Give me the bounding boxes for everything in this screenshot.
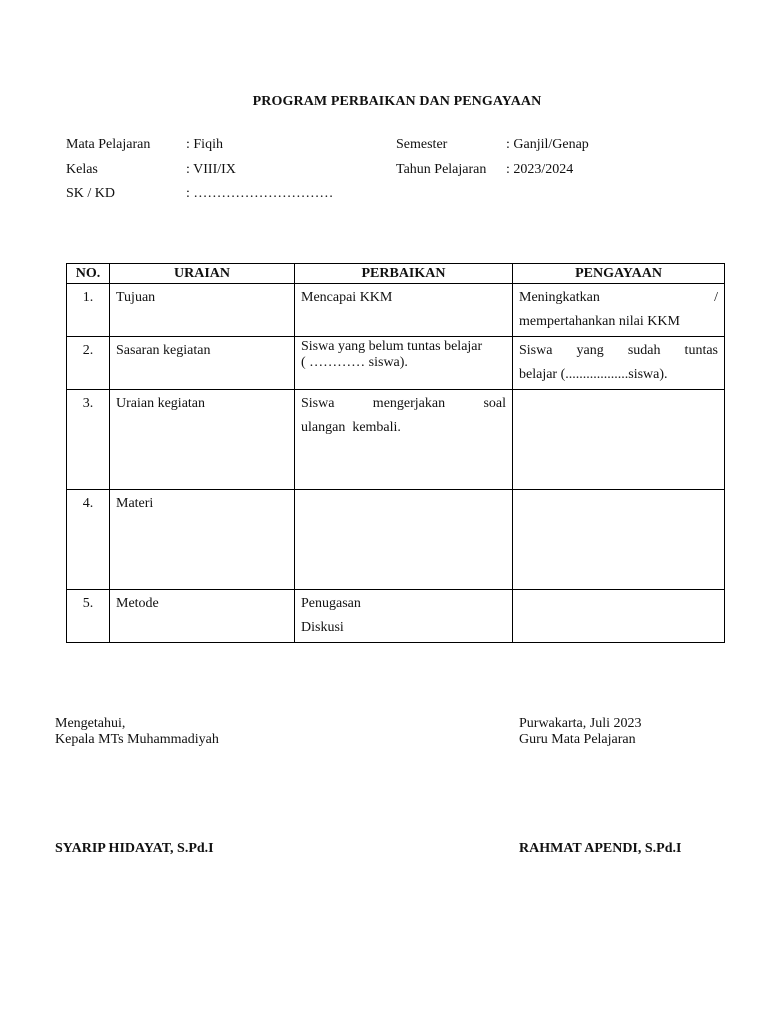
row-pengayaan (513, 490, 725, 590)
pengayaan-line: mempertahankan nilai KKM (519, 314, 680, 329)
row-perbaikan: Mencapai KKM (295, 284, 513, 337)
row-pengayaan (513, 590, 725, 643)
pengayaan-line: Meningkatkan / (519, 290, 718, 305)
row-uraian: Materi (110, 490, 295, 590)
row-pengayaan (513, 284, 725, 337)
pengayaan-line: belajar (..................siswa). (519, 367, 668, 382)
row-perbaikan (295, 590, 513, 643)
signature-left-line1: Mengetahui, (55, 716, 126, 731)
row-no: 1. (67, 284, 110, 337)
header-perbaikan: PERBAIKAN (295, 264, 513, 284)
table-row (67, 590, 725, 643)
row-perbaikan (295, 490, 513, 590)
row-uraian: Metode (110, 590, 295, 643)
row-uraian: Tujuan (110, 284, 295, 337)
program-table (66, 263, 725, 643)
row-no: 4. (67, 490, 110, 590)
row-no: 3. (67, 390, 110, 490)
semester-label: Semester (396, 137, 448, 152)
row-perbaikan (295, 390, 513, 490)
skkd-value: : ………………………… (186, 186, 334, 201)
perbaikan-line: Siswa yang belum tuntas belajar (301, 339, 483, 354)
skkd-label: SK / KD (66, 186, 116, 201)
signature-right-caption (519, 716, 641, 748)
header-no: NO. (67, 264, 110, 284)
row-pengayaan (513, 337, 725, 390)
perbaikan-line: ulangan kembali. (301, 420, 401, 435)
table-row (67, 490, 725, 590)
kelas-value: : VIII/IX (186, 162, 236, 177)
page-title: PROGRAM PERBAIKAN DAN PENGAYAAN (252, 94, 542, 109)
row-uraian: Uraian kegiatan (110, 390, 295, 490)
row-no: 5. (67, 590, 110, 643)
signature-right-line1: Purwakarta, Juli 2023 (519, 716, 642, 731)
signature-right-name: RAHMAT APENDI, S.Pd.I (519, 841, 682, 856)
mata-pelajaran-value: : Fiqih (186, 137, 223, 152)
signature-left-line2: Kepala MTs Muhammadiyah (55, 732, 219, 747)
perbaikan-line: Penugasan (301, 596, 361, 611)
tahun-pelajaran-value: : 2023/2024 (506, 162, 574, 177)
header-uraian: URAIAN (110, 264, 295, 284)
perbaikan-line: ( ………… siswa). (301, 355, 408, 370)
mata-pelajaran-label: Mata Pelajaran (66, 137, 151, 152)
signature-left-caption (55, 716, 219, 748)
table-row (67, 284, 725, 337)
row-pengayaan (513, 390, 725, 490)
pengayaan-line: Siswa yang sudah tuntas (519, 343, 718, 358)
semester-value: : Ganjil/Genap (506, 137, 589, 152)
row-perbaikan (295, 337, 513, 390)
table-header-row (67, 264, 725, 284)
row-no: 2. (67, 337, 110, 390)
kelas-label: Kelas (66, 162, 98, 177)
signature-left-name: SYARIP HIDAYAT, S.Pd.I (55, 841, 214, 856)
signature-right-line2: Guru Mata Pelajaran (519, 732, 636, 747)
row-uraian: Sasaran kegiatan (110, 337, 295, 390)
header-pengayaan: PENGAYAAN (513, 264, 725, 284)
table-row (67, 337, 725, 390)
tahun-pelajaran-label: Tahun Pelajaran (396, 162, 487, 177)
table-row (67, 390, 725, 490)
perbaikan-line: Siswa mengerjakan soal (301, 396, 506, 411)
perbaikan-line: Diskusi (301, 620, 344, 635)
